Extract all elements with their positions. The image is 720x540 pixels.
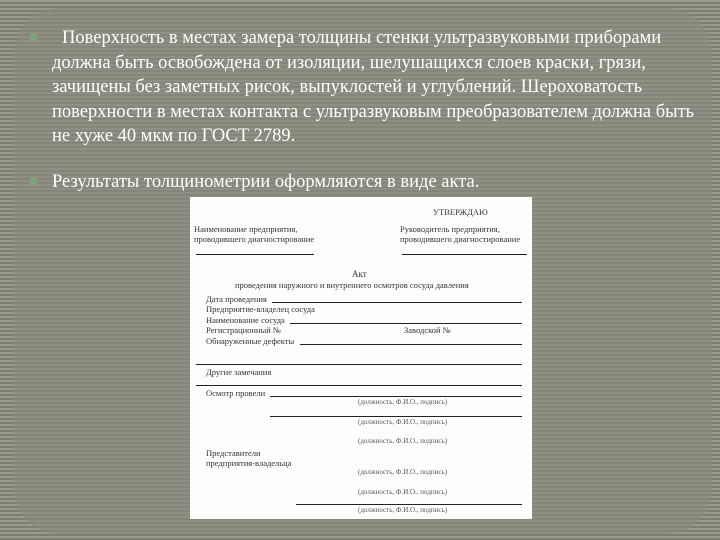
- owner-reps-label: Представители: [206, 448, 261, 458]
- line: [196, 364, 522, 365]
- signature-caption: (должность, Ф.И.О., подпись): [358, 437, 448, 445]
- line: [270, 396, 522, 397]
- inspected-by-label: Осмотр провели: [206, 388, 266, 398]
- line: [196, 385, 522, 386]
- other-notes-label: Другие замечания: [206, 367, 272, 377]
- bullet-text: Поверхность в местах замера толщины стенки ультразвуковыми приборами должна быть освобождена от изоляции, шелушащихся слоев краски, грязи, зачищены без заметных рисок, выпуклостей и углублений. Шероховатость поверхности в местах контакта с ультразвуковым преобразователем должна быть не хуже 40 мкм по ГОСТ 2789.: [52, 28, 695, 146]
- owner-label: Предприятие-владелец сосуда: [206, 304, 315, 314]
- act-document-image: [190, 197, 532, 519]
- factory-no-label: Заводской №: [404, 325, 451, 335]
- date-label: Дата проведения: [206, 294, 267, 304]
- left-header: проводившего диагностирование: [194, 234, 315, 244]
- bullet-text: Результаты толщинометрии оформляются в виде акта.: [52, 172, 480, 192]
- line: [196, 254, 314, 255]
- doc-title: Акт: [352, 269, 367, 279]
- signature-caption: (должность, Ф.И.О., подпись): [358, 398, 448, 406]
- line: [296, 504, 522, 505]
- doc-subtitle: проведения наружного и внутреннего осмотров сосуда давления: [235, 280, 469, 290]
- line: [300, 344, 522, 345]
- line: [270, 416, 522, 417]
- line: [290, 323, 522, 324]
- bullet-icon: [30, 34, 37, 41]
- line: [402, 254, 527, 255]
- owner-reps-label: предприятия-владельца: [206, 458, 292, 468]
- reg-no-label: Регистрационный №: [206, 325, 281, 335]
- signature-caption: (должность, Ф.И.О., подпись): [358, 488, 448, 496]
- signature-caption: (должность, Ф.И.О., подпись): [358, 418, 448, 426]
- right-header: проводившего диагностирование: [400, 234, 521, 244]
- line: [272, 302, 522, 303]
- signature-caption: (должность, Ф.И.О., подпись): [358, 468, 448, 476]
- right-header: Руководитель предприятия,: [400, 224, 500, 234]
- approve-label: УТВЕРЖДАЮ: [433, 207, 488, 217]
- defects-label: Обнаруженные дефекты: [206, 336, 295, 346]
- vessel-label: Наименование сосуда: [206, 315, 285, 325]
- bullet-icon: [30, 178, 37, 185]
- signature-caption: (должность, Ф.И.О., подпись): [358, 506, 448, 514]
- left-header: Наименование предприятия,: [194, 224, 298, 234]
